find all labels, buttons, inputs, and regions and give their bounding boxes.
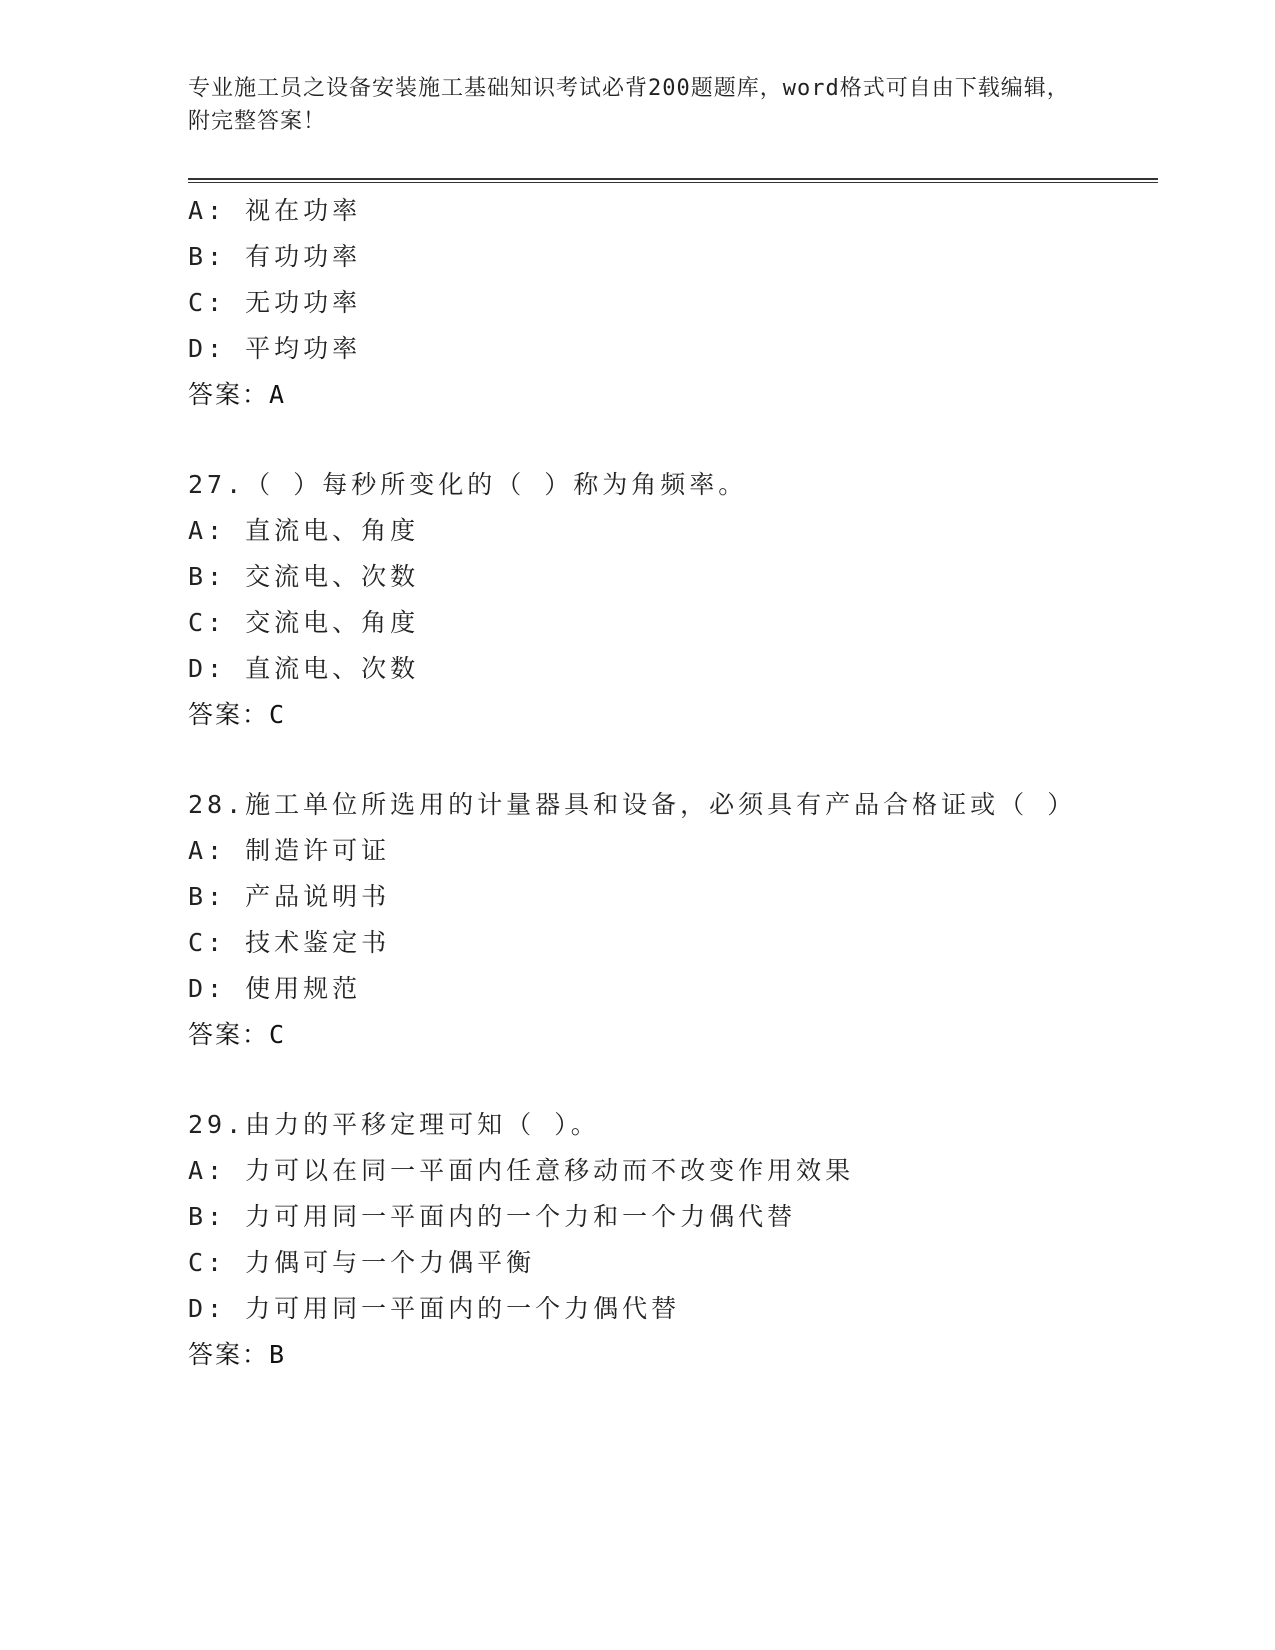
option-d: D: 力可用同一平面内的一个力偶代替 bbox=[188, 1294, 681, 1323]
option-d: D: 使用规范 bbox=[188, 974, 362, 1003]
option-d: D: 平均功率 bbox=[188, 334, 362, 363]
option-c: C: 无功功率 bbox=[188, 288, 362, 317]
answer-line: 答案：A bbox=[188, 380, 287, 409]
option-c: C: 交流电、角度 bbox=[188, 608, 420, 637]
question-text: 29.由力的平移定理可知（ ）。 bbox=[188, 1110, 600, 1139]
answer-line: 答案：C bbox=[188, 1020, 287, 1049]
option-b: B: 产品说明书 bbox=[188, 882, 391, 911]
spacer bbox=[188, 1058, 1158, 1102]
question-content bbox=[188, 188, 1158, 1378]
option-a: A: 直流电、角度 bbox=[188, 516, 420, 545]
spacer bbox=[188, 418, 1158, 462]
previous-question-block bbox=[188, 188, 1158, 418]
document-header: 专业施工员之设备安装施工基础知识考试必背200题题库，word格式可自由下载编辑，附完整答案！ bbox=[188, 76, 1070, 134]
option-d: D: 直流电、次数 bbox=[188, 654, 420, 683]
option-a: A: 视在功率 bbox=[188, 196, 362, 225]
answer-line: 答案：C bbox=[188, 700, 287, 729]
answer-line: 答案：B bbox=[188, 1340, 287, 1369]
header-divider bbox=[188, 178, 1158, 183]
option-b: B: 力可用同一平面内的一个力和一个力偶代替 bbox=[188, 1202, 797, 1231]
option-b: B: 有功功率 bbox=[188, 242, 362, 271]
question-28-block bbox=[188, 782, 1158, 1058]
option-c: C: 技术鉴定书 bbox=[188, 928, 391, 957]
option-b: B: 交流电、次数 bbox=[188, 562, 420, 591]
spacer bbox=[188, 738, 1158, 782]
question-29-block bbox=[188, 1102, 1158, 1378]
question-text: 28.施工单位所选用的计量器具和设备，必须具有产品合格证或（ ） bbox=[188, 790, 1077, 819]
question-text: 27.（ ）每秒所变化的（ ）称为角频率。 bbox=[188, 470, 748, 499]
option-a: A: 制造许可证 bbox=[188, 836, 391, 865]
option-a: A: 力可以在同一平面内任意移动而不改变作用效果 bbox=[188, 1156, 855, 1185]
question-27-block bbox=[188, 462, 1158, 738]
option-c: C: 力偶可与一个力偶平衡 bbox=[188, 1248, 536, 1277]
